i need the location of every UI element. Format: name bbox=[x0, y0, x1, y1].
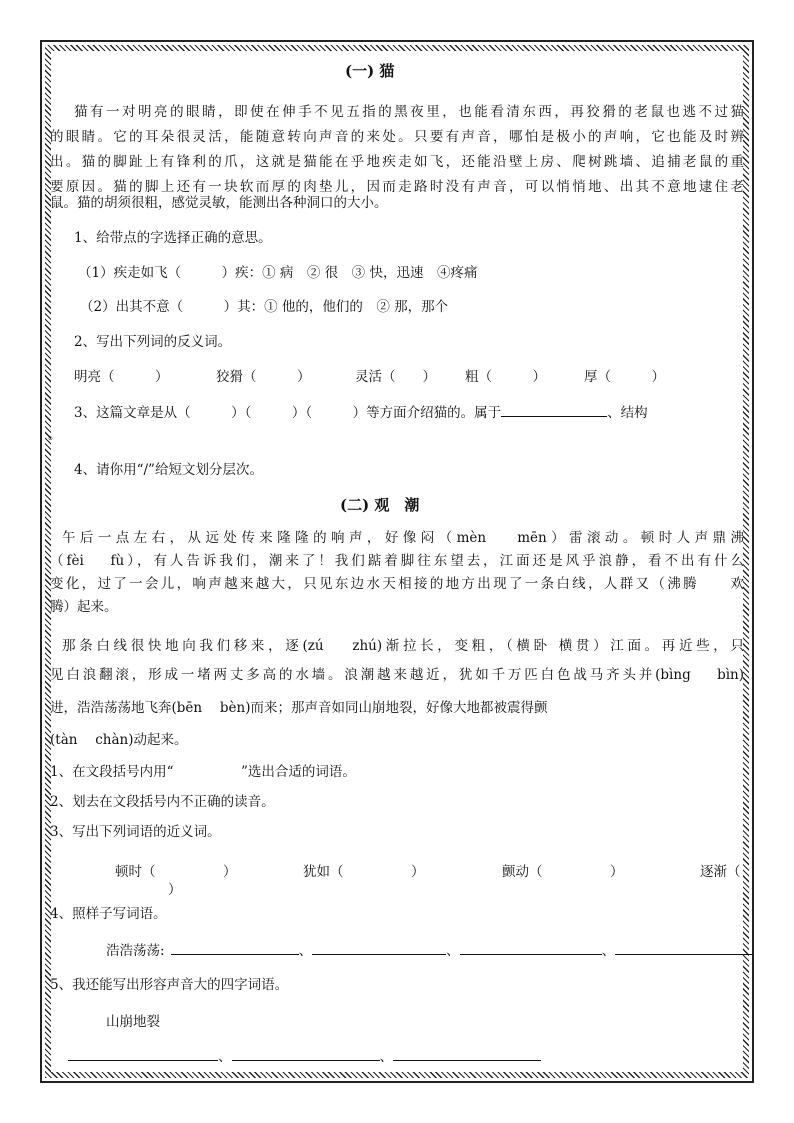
s2-question-2: 2、划去在文段括号内不正确的读音。 bbox=[50, 794, 275, 810]
passage1-line-1: 猫有一对明亮的眼睛，即使在伸手不见五指的黑夜里，也能看清东西，再狡猾的老鼠也逃不过猫 bbox=[74, 104, 744, 120]
answer-blank[interactable] bbox=[393, 1046, 541, 1061]
passage1-line-2: 的眼睛。它的耳朵很灵活，能随意转向声音的来处。只要有声音，哪怕是极小的声响，它也能及时辨 bbox=[50, 129, 744, 145]
antonym-word-2: 狡猾（ ） bbox=[216, 369, 311, 385]
answer-blank[interactable] bbox=[312, 940, 446, 955]
synonym-word-3: 颤动（ ） bbox=[502, 864, 624, 880]
synonym-close-paren: ） bbox=[168, 882, 182, 898]
s2-question-4: 4、照样子写词语。 bbox=[50, 906, 167, 922]
idiom-example: 山崩地裂 bbox=[106, 1014, 160, 1030]
antonym-word-4: 粗（ ） bbox=[465, 369, 546, 385]
word-pattern-row: 浩浩荡荡: 、 、 、 bbox=[106, 940, 753, 961]
answer-blank[interactable] bbox=[68, 1046, 218, 1061]
idiom-answer-row: 、 、 bbox=[68, 1046, 541, 1067]
s2-question-3: 3、写出下列词语的近义词。 bbox=[50, 824, 221, 840]
passage1-line-3: 出。猫的脚趾上有锋利的爪，这就是猫能在乎地疾走如飞，还能沿壁上房、爬树跳墙、追捕老鼠的重 bbox=[50, 154, 744, 170]
s1-question-3: 3、这篇文章是从（ ）（ ）（ ）等方面介绍猫的。属于 、结构 bbox=[74, 402, 648, 423]
antonym-word-5: 厚（ ） bbox=[584, 369, 665, 385]
s1-question-1a: （1）疾走如飞（ ）疾：① 病 ② 很 ③ 快，迅速 ④疼痛 bbox=[78, 265, 478, 281]
s1-question-3-tail: 。 bbox=[48, 427, 62, 443]
answer-blank[interactable] bbox=[171, 940, 299, 955]
passage2-p1-line-2: （fèi fù），有人告诉我们，潮来了！我们踮着脚往东望去，江面还是风乎浪静，看不出有什么 bbox=[50, 553, 744, 569]
passage2-p1-line-4: 腾）起来。 bbox=[50, 599, 118, 615]
section1-title: (一) 猫 bbox=[345, 62, 395, 80]
s1-question-4: 4、请你用“/”给短文划分层次。 bbox=[74, 462, 263, 478]
passage2-p1-line-3: 变化，过了一会儿，响声越来越大，只见东边水天相接的地方出现了一条白线，人群又（沸腾 欢 bbox=[50, 576, 744, 592]
answer-blank[interactable] bbox=[232, 1046, 380, 1061]
passage2-p2-line-2: 见白浪翻滚，形成一堵两丈多高的水墙。浪潮越来越近，犹如千万匹白色战马齐头并(bìng bìn) bbox=[50, 667, 744, 683]
section2-title: (二) 观 潮 bbox=[340, 496, 420, 514]
antonym-word-1: 明亮（ ） bbox=[74, 369, 169, 385]
answer-blank[interactable] bbox=[615, 940, 753, 955]
passage1-line-4: 要原因。猫的脚上还有一块软而厚的肉垫儿，因而走路时没有声音，可以悄悄地、出其不意地逮住老 bbox=[50, 179, 744, 195]
synonym-word-1: 顿时（ ） bbox=[115, 864, 237, 880]
s1-question-1: 1、给带点的字选择正确的意思。 bbox=[74, 230, 272, 246]
synonym-word-4: 逐渐（ bbox=[700, 864, 741, 880]
s1-question-1b: （2）出其不意（ ）其：① 他的，他们的 ② 那，那个 bbox=[80, 299, 449, 315]
passage2-p2-line-1: 那条白线很快地向我们移来，逐(zú zhú)渐拉长，变粗，（横卧 横贯）江面。再近些，只 bbox=[62, 638, 744, 654]
passage1-line-5: 鼠。猫的胡须很粗，感觉灵敏，能测出各种洞口的大小。 bbox=[50, 195, 388, 211]
passage2-p2-line-4: (tàn chàn)动起来。 bbox=[50, 732, 188, 748]
s1-question-2: 2、写出下列词的反义词。 bbox=[74, 334, 232, 350]
antonym-word-3: 灵活（ ） bbox=[355, 369, 436, 385]
s2-question-1: 1、在文段括号内用“ ”选出合适的词语。 bbox=[50, 764, 356, 780]
s2-question-5: 5、我还能写出形容声音大的四字词语。 bbox=[50, 977, 289, 993]
synonym-word-2: 犹如（ ） bbox=[303, 864, 425, 880]
answer-blank[interactable] bbox=[460, 940, 602, 955]
passage2-p2-line-3: 进，浩浩荡荡地飞奔(bēn bèn)而来；那声音如同山崩地裂，好像大地都被震得颤 bbox=[50, 700, 548, 716]
passage2-p1-line-1: 午后一点左右，从远处传来隆隆的响声，好像闷（mèn mēn）雷滚动。顿时人声鼎沸 bbox=[62, 530, 744, 546]
answer-blank[interactable] bbox=[501, 402, 607, 417]
